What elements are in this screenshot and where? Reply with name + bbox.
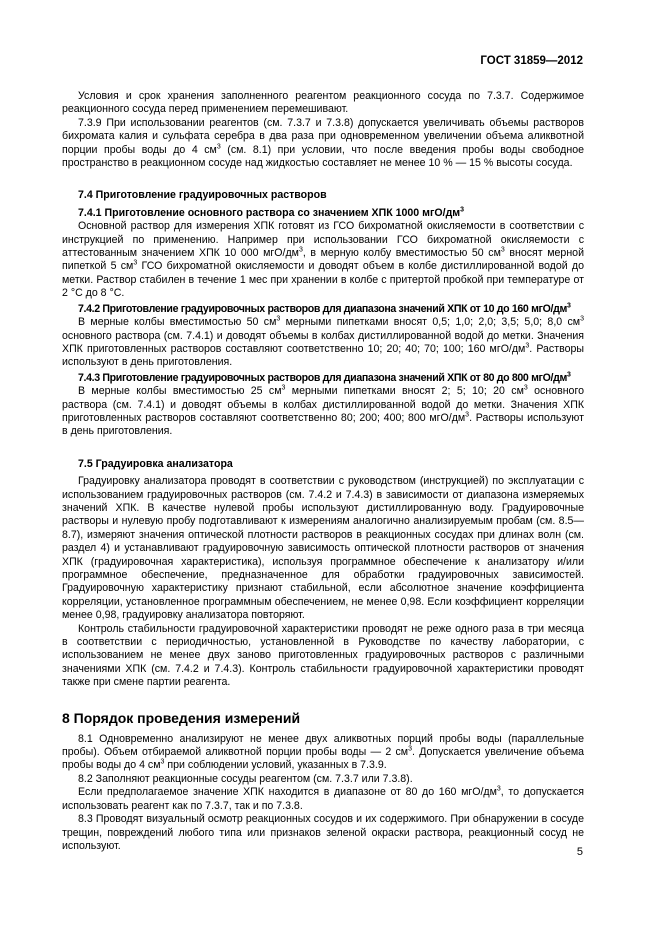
paragraph-7-4-1: Основной раствор для измерения ХПК готовят из ГСО бихроматной окисляемости в соответствии с инструкцией по применению. Например при использовании ГСО бихроматной окисляемости с аттестованным значением ХПК 10 000 мгО/$дм^3$, в мерную колбу вместимостью 50 $см^3$ вносят мерной пипеткой 5 $см^3$ ГСО бихроматной окисляемости и доводят объем в колбе дистиллированной водой до метки. Раствор стабилен в течение 1 мес при хранении в колбе с притертой пробкой при температуре от 2 °С до 8 °С. (62, 220, 584, 300)
paragraph-7-5-calibration: Градуировку анализатора проводят в соответствии с руководством (инструкцией) по эксплуатации с использованием градуировочных растворов (см. 7.4.2 и 7.4.3) в зависимости от диапазона измеряемых значений ХПК. В качестве нулевой пробы используют дистиллированную воду. Градуировочные растворы и нулевую пробу подготавливают к измерениям аналогично анализируемым пробам (см. 8.5—8.7), измеряют значения оптической плотности растворов в реакционных сосудах при длинах волн (см. раздел 4) и устанавливают градуировочную зависимость оптической плотности растворов от значения ХПК (градуировочная характеристика), используя программное обеспечение к анализатору и/или программное обеспечение, предназначенное для обработки градуировочных зависимостей. Градуировочную характеристику признают стабильной, если абсолютное значение коэффициента корреляции, установленное программным обеспечением, не менее 0,98. Если коэффициент корреляции менее 0,98, градуировку анализатора повторяют. (62, 475, 584, 622)
paragraph-8-2: 8.2 Заполняют реакционные сосуды реагентом (см. 7.3.7 или 7.3.8). (78, 772, 413, 785)
heading-7-5: 7.5 Градуировка анализатора (78, 457, 233, 470)
paragraph-7-4-2: В мерные колбы вместимостью 50 $см^3$ мерными пипетками вносят 0,5; 1,0; 2,0; 3,5; 5,0; 8,0 $см^3$ основного раствора (см. 7.4.1) и доводят объемы в колбах дистиллированной водой до метки. Значения ХПК приготовленных растворов составляют соответственно 10; 20; 40; 70; 100; 160 мгО/$дм^3$. Растворы используют в день приготовления. (62, 315, 584, 369)
paragraph-conditions: Условия и срок хранения заполненного реагентом реакционного сосуда по 7.3.7. Содержимое реакционного сосуда перед применением перемешивают. (62, 90, 584, 116)
paragraph-8-2-note: Если предполагаемое значение ХПК находится в диапазоне от 80 до 160 мгО/$дм^3$, то допускается использовать реагент как по 7.3.7, так и по 7.3.8. (62, 785, 584, 812)
document-body (62, 90, 584, 853)
section-8-title: 8 Порядок проведения измерений (62, 709, 301, 726)
page-number: 5 (576, 846, 583, 858)
heading-7-4-1: 7.4.1 Приготовление основного раствора со значением ХПК 1000 мгО/$дм^3$ (78, 206, 465, 219)
paragraph-7-4-3: В мерные колбы вместимостью 25 $см^3$ мерными пипетками вносят 2; 5; 10; 20 $см^3$ основного раствора (см. 7.4.1) и доводят объемы в колбах дистиллированной водой до метки. Значения ХПК приготовленных растворов составляют соответственно 80; 200; 400; 800 мгО/$дм^3$. Растворы используют в день приготовления. (62, 384, 584, 438)
paragraph-7-5-control: Контроль стабильности градуировочной характеристики проводят не реже одного раза в три месяца в соответствии с периодичностью, установленной в Руководстве по качеству лаборатории, с использованием не менее двух заново приготовленных градуировочных растворов с различными значениями ХПК (см. 7.4.2 и 7.4.3). Контроль стабильности градуировочной характеристики проводят также при смене партии реагента. (62, 622, 584, 689)
heading-7-4-3: 7.4.3 Приготовление градуировочных растворов для диапазона значений ХПК от 80 до 800 мгО/$дм^3$ (78, 371, 571, 384)
heading-7-4-2: 7.4.2 Приготовление градуировочных растворов для диапазона значений ХПК от 10 до 160 мгО/$дм^3$ (78, 302, 571, 315)
paragraph-8-1: 8.1 Одновременно анализируют не менее двух аликвотных порций пробы воды (параллельные пробы). Объем отбираемой аликвотной порции пробы воды — 2 $см^3$. Допускается увеличение объема пробы воды до 4 $см^3$ при соблюдении условий, указанных в 7.3.9. (62, 732, 585, 772)
document-header: ГОСТ 31859—2012 (480, 55, 583, 67)
paragraph-8-3: 8.3 Проводят визуальный осмотр реакционных сосудов и их содержимого. При обнаружении в сосуде трещин, повреждений любого типа или признаков зеленой окраски раствора, реакционный сосуд не используют. (62, 813, 584, 852)
heading-7-4: 7.4 Приготовление градуировочных растворов (78, 189, 327, 202)
paragraph-7-3-9: 7.3.9 При использовании реагентов (см. 7.3.7 и 7.3.8) допускается увеличивать объемы растворов бихромата калия и сульфата серебра в два раза при одновременном увеличении объема аликвотной порции пробы воды до 4 $см^3$ (см. 8.1) при условии, что после введения пробы воды свободное пространство в реакционном сосуде над жидкостью составляет не менее 10 % — 15 % высоты сосуда. (62, 116, 584, 170)
